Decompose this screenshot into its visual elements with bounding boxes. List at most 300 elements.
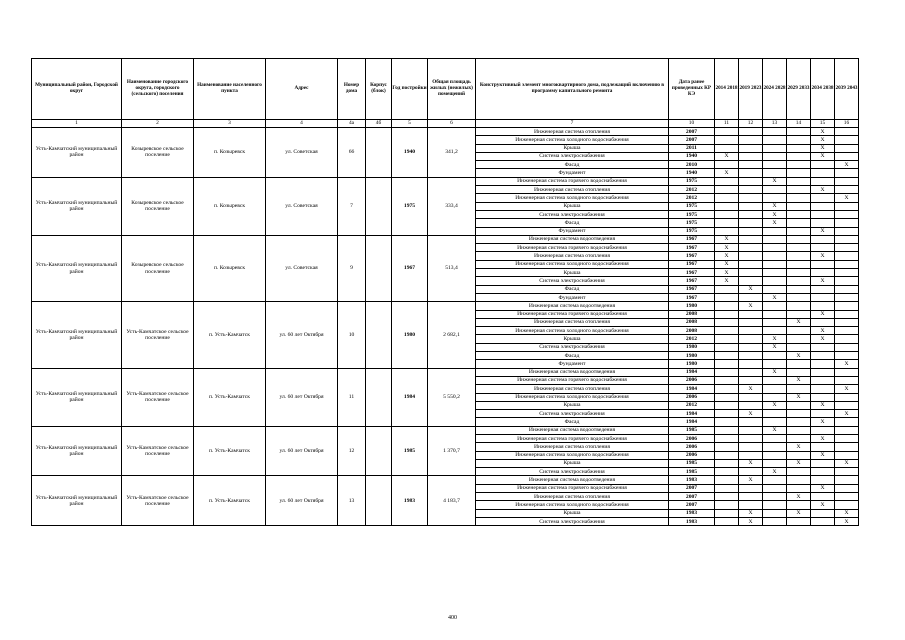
period-mark-cell [811,219,835,227]
period-mark-cell [787,501,811,509]
period-mark-cell [835,426,859,434]
date-cell: 1975 [669,177,715,185]
capital-repair-table-sheet [31,58,858,526]
period-mark-cell [835,227,859,235]
element-cell: Инженерная система отопления [476,385,669,393]
period-mark-cell [787,227,811,235]
period-mark-cell: X [811,277,835,285]
period-mark-cell [811,161,835,169]
period-mark-cell [787,177,811,185]
period-mark-cell [811,302,835,310]
period-mark-cell [763,161,787,169]
street-cell: ул. Советская [266,177,338,235]
period-mark-cell [739,360,763,368]
period-mark-cell [715,219,739,227]
period-mark-cell [715,186,739,194]
area-cell: 341,2 [428,128,476,178]
date-cell: 1980 [669,302,715,310]
period-mark-cell [811,169,835,177]
period-mark-cell: X [739,285,763,293]
table-row [32,426,859,434]
period-mark-cell [811,368,835,376]
column-header: 2039 2043 [835,59,859,120]
period-mark-cell [715,468,739,476]
period-mark-cell [763,434,787,442]
period-mark-cell: X [715,277,739,285]
date-cell: 1975 [669,219,715,227]
period-mark-cell [787,468,811,476]
locality-cell: п. Усть-Камчатск [194,426,266,476]
element-cell: Система электроснабжения [476,517,669,525]
period-mark-cell [739,260,763,268]
period-mark-cell [763,269,787,277]
table-row [32,476,859,484]
period-mark-cell [715,410,739,418]
element-cell: Система электроснабжения [476,210,669,218]
period-mark-cell [835,144,859,152]
street-cell: ул. Советская [266,235,338,301]
house-group [32,302,859,368]
date-cell: 1984 [669,385,715,393]
house-group [32,476,859,526]
column-number: 13 [763,120,787,128]
period-mark-cell [835,235,859,243]
element-cell: Инженерная система холодного водоснабжения [476,451,669,459]
element-cell: Фасад [476,219,669,227]
period-mark-cell [739,484,763,492]
period-mark-cell [811,293,835,301]
period-mark-cell [715,418,739,426]
period-mark-cell [763,493,787,501]
period-mark-cell: X [715,235,739,243]
period-mark-cell [811,443,835,451]
period-mark-cell [787,260,811,268]
period-mark-cell [739,177,763,185]
period-mark-cell [835,434,859,442]
period-mark-cell [763,128,787,136]
period-mark-cell: X [835,509,859,517]
date-cell: 1967 [669,293,715,301]
date-cell: 2007 [669,128,715,136]
element-cell: Инженерная система горячего водоснабжения [476,244,669,252]
column-number: 4 [266,120,338,128]
period-mark-cell [715,293,739,301]
period-mark-cell [787,368,811,376]
date-cell: 2006 [669,376,715,384]
period-mark-cell [811,260,835,268]
period-mark-cell [835,136,859,144]
period-mark-cell [715,210,739,218]
period-mark-cell [715,459,739,467]
element-cell: Крыша [476,459,669,467]
date-cell: 2010 [669,161,715,169]
period-mark-cell [835,393,859,401]
block-cell [366,426,392,476]
period-mark-cell [763,277,787,285]
period-mark-cell: X [811,144,835,152]
column-header: Адрес [266,59,338,120]
date-cell: 1985 [669,468,715,476]
column-number: 1 [32,120,122,128]
period-mark-cell: X [787,459,811,467]
period-mark-cell: X [763,219,787,227]
period-mark-cell [835,219,859,227]
period-mark-cell [739,144,763,152]
table-row [32,177,859,185]
date-cell: 2008 [669,318,715,326]
period-mark-cell: X [787,352,811,360]
period-mark-cell [715,368,739,376]
period-mark-cell [811,426,835,434]
period-mark-cell [715,360,739,368]
period-mark-cell [715,443,739,451]
period-mark-cell [715,144,739,152]
element-cell: Инженерная система водоотведения [476,235,669,243]
house-group [32,426,859,476]
house-group [32,235,859,301]
period-mark-cell [811,269,835,277]
column-header: Год постройки [392,59,428,120]
element-cell: Инженерная система водоотведения [476,302,669,310]
column-header: Муниципальный район, Городской округ [32,59,122,120]
period-mark-cell [715,285,739,293]
date-cell: 2006 [669,451,715,459]
element-cell: Инженерная система отопления [476,252,669,260]
period-mark-cell [787,385,811,393]
period-mark-cell [811,459,835,467]
area-cell: 513,4 [428,235,476,301]
column-number: 4б [366,120,392,128]
period-mark-cell [787,335,811,343]
date-cell: 2006 [669,434,715,442]
period-mark-cell [835,418,859,426]
house-number-cell: 7 [338,177,366,235]
period-mark-cell: X [835,459,859,467]
period-mark-cell [811,517,835,525]
period-mark-cell: X [811,136,835,144]
area-cell: 2 682,1 [428,302,476,368]
date-cell: 2007 [669,484,715,492]
period-mark-cell [835,177,859,185]
period-mark-cell [715,434,739,442]
period-mark-cell [835,210,859,218]
column-header: Наименование населенного пункта [194,59,266,120]
period-mark-cell [739,219,763,227]
street-cell: ул. 60 лет Октября [266,426,338,476]
house-number-cell: 9 [338,235,366,301]
locality-cell: п. Усть-Камчатск [194,302,266,368]
period-mark-cell: X [739,517,763,525]
period-mark-cell [715,484,739,492]
period-mark-cell [835,293,859,301]
district-cell: Усть-Камчатский муниципальный район [32,476,122,526]
table-row [32,368,859,376]
period-mark-cell: X [835,194,859,202]
period-mark-cell [835,186,859,194]
period-mark-cell: X [763,426,787,434]
period-mark-cell: X [835,161,859,169]
element-cell: Крыша [476,335,669,343]
settlement-cell: Усть-Камчатское сельское поселение [122,302,194,368]
column-header: 2024 2028 [763,59,787,120]
period-mark-cell: X [763,468,787,476]
element-cell: Система электроснабжения [476,277,669,285]
date-cell: 1967 [669,235,715,243]
period-mark-cell [811,244,835,252]
period-mark-cell [787,202,811,210]
date-cell: 2008 [669,327,715,335]
element-cell: Крыша [476,401,669,409]
period-mark-cell [763,459,787,467]
period-mark-cell [811,493,835,501]
period-mark-cell [811,352,835,360]
period-mark-cell [787,194,811,202]
period-mark-cell [787,144,811,152]
period-mark-cell [715,335,739,343]
period-mark-cell [739,376,763,384]
column-header: Конструктивный элемент многоквартирного дома, подлежащий включению в программу капитального ремонта [476,59,669,120]
column-number: 7 [476,120,669,128]
date-cell: 1984 [669,418,715,426]
period-mark-cell [739,161,763,169]
period-mark-cell [787,401,811,409]
element-cell: Крыша [476,144,669,152]
house-number-cell: 12 [338,426,366,476]
period-mark-cell [715,310,739,318]
period-mark-cell: X [835,517,859,525]
element-cell: Фундамент [476,227,669,235]
period-mark-cell [835,244,859,252]
block-cell [366,177,392,235]
period-mark-cell [739,152,763,160]
area-cell: 5 550,2 [428,368,476,426]
period-mark-cell [739,210,763,218]
period-mark-cell [811,476,835,484]
period-mark-cell [715,476,739,484]
element-cell: Система электроснабжения [476,152,669,160]
period-mark-cell [715,393,739,401]
period-mark-cell [715,352,739,360]
column-number: 4а [338,120,366,128]
date-cell: 2012 [669,186,715,194]
period-mark-cell [835,327,859,335]
period-mark-cell [715,451,739,459]
period-mark-cell: X [715,169,739,177]
element-cell: Фундамент [476,360,669,368]
header-row [32,59,859,120]
element-cell: Инженерная система водоотведения [476,476,669,484]
period-mark-cell [715,177,739,185]
element-cell: Система электроснабжения [476,410,669,418]
period-mark-cell [787,343,811,351]
period-mark-cell [763,235,787,243]
period-mark-cell [835,368,859,376]
settlement-cell: Усть-Камчатское сельское поселение [122,476,194,526]
period-mark-cell [763,484,787,492]
period-mark-cell [763,501,787,509]
period-mark-cell [763,352,787,360]
period-mark-cell [787,517,811,525]
period-mark-cell [835,128,859,136]
period-mark-cell [811,343,835,351]
period-mark-cell: X [715,244,739,252]
period-mark-cell: X [787,443,811,451]
period-mark-cell: X [787,376,811,384]
year-cell: 1975 [392,177,428,235]
period-mark-cell [739,194,763,202]
period-mark-cell [763,443,787,451]
settlement-cell: Усть-Камчатское сельское поселение [122,426,194,476]
period-mark-cell [739,335,763,343]
period-mark-cell [739,169,763,177]
element-cell: Фундамент [476,169,669,177]
street-cell: ул. 60 лет Октября [266,368,338,426]
street-cell: ул. 60 лет Октября [266,302,338,368]
period-mark-cell: X [787,318,811,326]
column-number: 6 [428,120,476,128]
date-cell: 2006 [669,393,715,401]
date-cell: 1983 [669,509,715,517]
period-mark-cell [835,269,859,277]
period-mark-cell [763,517,787,525]
element-cell: Фасад [476,285,669,293]
period-mark-cell [787,128,811,136]
period-mark-cell [739,418,763,426]
period-mark-cell [787,434,811,442]
period-mark-cell [787,293,811,301]
period-mark-cell [787,327,811,335]
district-cell: Усть-Камчатский муниципальный район [32,128,122,178]
period-mark-cell: X [763,368,787,376]
period-mark-cell [715,302,739,310]
period-mark-cell: X [739,476,763,484]
element-cell: Фасад [476,418,669,426]
house-group [32,368,859,426]
period-mark-cell [787,285,811,293]
date-cell: 2012 [669,194,715,202]
area-cell: 4 183,7 [428,476,476,526]
locality-cell: п. Козыревск [194,235,266,301]
period-mark-cell [787,219,811,227]
period-mark-cell [715,501,739,509]
period-mark-cell [739,318,763,326]
settlement-cell: Козыревское сельское поселение [122,235,194,301]
locality-cell: п. Козыревск [194,128,266,178]
date-cell: 2012 [669,335,715,343]
house-number-cell: 11 [338,368,366,426]
year-cell: 1983 [392,476,428,526]
period-mark-cell [811,509,835,517]
period-mark-cell: X [811,451,835,459]
district-cell: Усть-Камчатский муниципальный район [32,368,122,426]
period-mark-cell [763,476,787,484]
period-mark-cell [787,476,811,484]
period-mark-cell [739,202,763,210]
period-mark-cell [787,418,811,426]
settlement-cell: Усть-Камчатское сельское поселение [122,368,194,426]
element-cell: Инженерная система горячего водоснабжения [476,484,669,492]
table-row [32,235,859,243]
period-mark-cell [763,509,787,517]
element-cell: Инженерная система водоотведения [476,368,669,376]
period-mark-cell [739,128,763,136]
period-mark-cell [763,186,787,194]
period-mark-cell: X [811,186,835,194]
house-number-cell: 13 [338,476,366,526]
element-cell: Крыша [476,269,669,277]
period-mark-cell [739,327,763,335]
date-cell: 1980 [669,360,715,368]
period-mark-cell [715,327,739,335]
year-cell: 1980 [392,302,428,368]
block-cell [366,302,392,368]
period-mark-cell [835,352,859,360]
period-mark-cell [739,269,763,277]
period-mark-cell [811,376,835,384]
house-number-cell: 10 [338,302,366,368]
period-mark-cell [787,410,811,418]
period-mark-cell [739,343,763,351]
date-cell: 1967 [669,244,715,252]
period-mark-cell [787,136,811,144]
period-mark-cell [739,252,763,260]
element-cell: Фасад [476,352,669,360]
period-mark-cell [835,484,859,492]
period-mark-cell [715,318,739,326]
period-mark-cell [763,418,787,426]
column-number: 3 [194,120,266,128]
period-mark-cell [787,269,811,277]
column-header: Общая площадь жилых (нежилых) помещений [428,59,476,120]
element-cell: Система электроснабжения [476,468,669,476]
element-cell: Инженерная система горячего водоснабжения [476,177,669,185]
date-cell: 1985 [669,459,715,467]
period-mark-cell [763,302,787,310]
period-mark-cell [763,260,787,268]
period-mark-cell [739,493,763,501]
column-header: Корпус (блок) [366,59,392,120]
period-mark-cell [715,385,739,393]
period-mark-cell [763,376,787,384]
period-mark-cell: X [811,128,835,136]
period-mark-cell: X [787,509,811,517]
period-mark-cell [763,385,787,393]
date-cell: 1975 [669,210,715,218]
period-mark-cell: X [835,360,859,368]
period-mark-cell [715,202,739,210]
period-mark-cell: X [739,459,763,467]
column-number-row [32,120,859,128]
locality-cell: п. Козыревск [194,177,266,235]
period-mark-cell: X [715,252,739,260]
block-cell [366,476,392,526]
settlement-cell: Козыревское сельское поселение [122,177,194,235]
date-cell: 2007 [669,501,715,509]
period-mark-cell [811,202,835,210]
column-number: 11 [715,120,739,128]
period-mark-cell [787,169,811,177]
column-number: 12 [739,120,763,128]
area-cell: 1 370,7 [428,426,476,476]
date-cell: 1984 [669,368,715,376]
date-cell: 1980 [669,352,715,360]
period-mark-cell: X [811,310,835,318]
period-mark-cell [739,368,763,376]
period-mark-cell [739,451,763,459]
period-mark-cell [715,343,739,351]
period-mark-cell [763,310,787,318]
period-mark-cell [787,310,811,318]
